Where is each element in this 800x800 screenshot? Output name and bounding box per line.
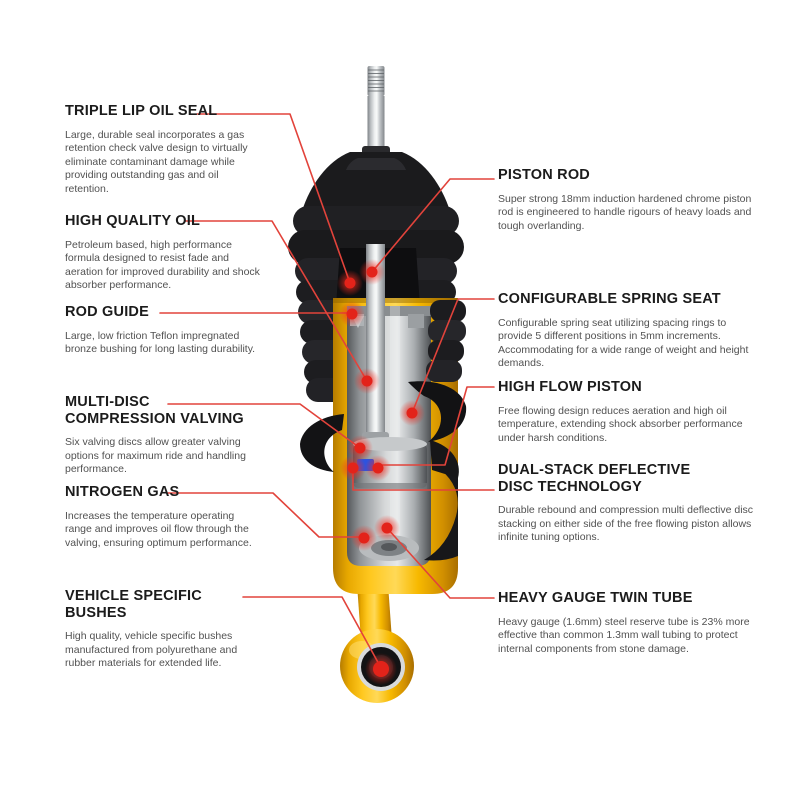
label-title: ROD GUIDE bbox=[65, 304, 149, 320]
label-description: Increases the temperature operating range and improves oil flow through the valving, ensuring optimum performance. bbox=[65, 509, 252, 549]
marker-dot-configurable-spring-seat bbox=[399, 400, 425, 426]
marker-dot-triple-lip-oil-seal bbox=[337, 270, 363, 296]
lower-mount-shaft bbox=[340, 584, 414, 703]
label-title: MULTI-DISC bbox=[65, 394, 150, 410]
label-description: Free flowing design reduces aeration and high oil temperature, extending shock absorber performance under harsh conditions. bbox=[498, 404, 743, 444]
label-description: Six valving discs allow greater valving options for maximum ride and handling performance. bbox=[65, 436, 246, 475]
marker-dot-rod-guide bbox=[339, 301, 365, 327]
label-description: Super strong 18mm induction hardened chrome piston rod is engineered to handle rigours of heavy loads and tough overlanding. bbox=[498, 192, 752, 232]
label-title: CONFIGURABLE SPRING SEAT bbox=[498, 291, 721, 307]
marker-dot-dual-stack-deflective-disc bbox=[340, 455, 366, 481]
label-title: DUAL-STACK DEFLECTIVE bbox=[498, 462, 691, 478]
marker-dot-vehicle-specific-bushes bbox=[365, 653, 397, 685]
label-title: HIGH QUALITY OIL bbox=[65, 213, 201, 229]
label-description: Heavy gauge (1.6mm) steel reserve tube is 23% more effective than common 1.3mm wall tubing to protect internal components from stone damage. bbox=[498, 615, 750, 655]
label-description: Durable rebound and compression multi deflective disc stacking on either side of the free flowing piston allows infinite tuning options. bbox=[498, 504, 754, 543]
label-high-quality-oil bbox=[65, 213, 263, 293]
marker-dot-nitrogen-gas bbox=[351, 525, 377, 551]
label-title: HIGH FLOW PISTON bbox=[498, 379, 642, 395]
label-title: TRIPLE LIP OIL SEAL bbox=[65, 103, 218, 119]
label-title: NITROGEN GAS bbox=[65, 484, 180, 500]
label-nitrogen-gas bbox=[65, 484, 263, 550]
marker-dot-piston-rod bbox=[359, 259, 385, 285]
label-rod-guide bbox=[65, 304, 263, 357]
label-high-flow-piston bbox=[498, 379, 754, 445]
label-multi-disc-compression-valving bbox=[65, 394, 263, 477]
piston-rod-chrome bbox=[368, 66, 385, 156]
label-title: PISTON ROD bbox=[498, 167, 590, 183]
label-heavy-gauge-twin-tube bbox=[498, 590, 754, 656]
label-piston-rod bbox=[498, 167, 754, 233]
label-description: High quality, vehicle specific bushes manufactured from polyurethane and rubber materials for extended life. bbox=[65, 630, 238, 669]
label-description: Configurable spring seat utilizing spacing rings to provide 5 different positions in 5mm increments. Accommodating for a wide range of weight and height demands. bbox=[498, 316, 749, 369]
label-vehicle-specific-bushes bbox=[65, 588, 263, 671]
label-triple-lip-oil-seal bbox=[65, 103, 263, 196]
label-title: HEAVY GAUGE TWIN TUBE bbox=[498, 590, 693, 606]
label-title-line2: COMPRESSION VALVING bbox=[65, 410, 244, 427]
label-title-line2: DISC TECHNOLOGY bbox=[498, 478, 642, 495]
marker-dot-high-quality-oil bbox=[354, 368, 380, 394]
label-description: Large, durable seal incorporates a gas retention check valve design to virtually eliminate contaminant damage while providing outstanding gas and oil retention. bbox=[65, 128, 248, 195]
label-description: Large, low friction Teflon impregnated bronze bushing for long lasting durability. bbox=[65, 329, 256, 355]
marker-dot-heavy-gauge-twin-tube bbox=[374, 515, 400, 541]
label-description: Petroleum based, high performance formula designed to resist fade and aeration for improved durability and shock absorber performance. bbox=[65, 238, 260, 291]
label-dual-stack-deflective-disc-technology bbox=[498, 462, 754, 545]
label-configurable-spring-seat bbox=[498, 291, 754, 371]
label-title: VEHICLE SPECIFIC BUSHES bbox=[65, 588, 202, 621]
marker-dot-high-flow-piston bbox=[365, 455, 391, 481]
